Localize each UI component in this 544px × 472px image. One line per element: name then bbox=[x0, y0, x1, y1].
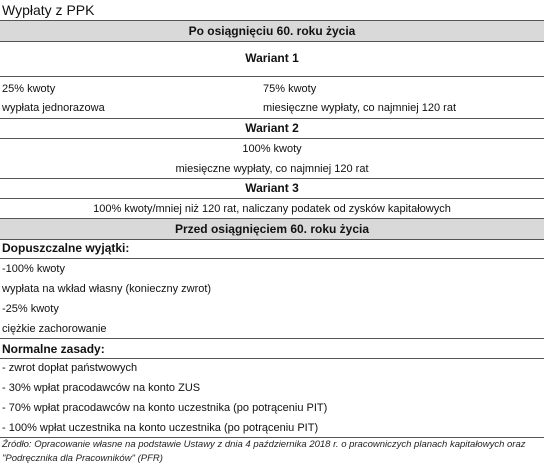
rule-item-text: - 70% wpłat pracodawców na konto uczestnika (po potrąceniu PIT) bbox=[2, 402, 328, 414]
exception-item-text: -25% kwoty bbox=[2, 303, 59, 315]
wariant-1-left-line-1: 25% kwoty bbox=[2, 83, 56, 95]
wariant-2-label: Wariant 2 bbox=[245, 121, 299, 135]
source-note: Źródło: Opracowanie własne na podstawie Ustawy z dnia 4 października 2018 r. o pracowniczych planach kapitałowych oraz "Podręcznika dla Pracowników" (PFR) bbox=[2, 439, 526, 464]
exception-item-text: ciężkie zachorowanie bbox=[2, 323, 107, 335]
wariant-2-line-2: miesięczne wypłaty, co najmniej 120 rat bbox=[175, 163, 369, 175]
wariant-1-right-line-1: 75% kwoty bbox=[263, 83, 317, 95]
wariant-1-label: Wariant 1 bbox=[245, 51, 299, 65]
exceptions-label-text: Dopuszczalne wyjątki: bbox=[2, 241, 130, 255]
page-title: Wypłaty z PPK bbox=[2, 2, 95, 18]
section-header-after-60: Po osiągnięciu 60. roku życia bbox=[0, 21, 544, 41]
divider bbox=[0, 41, 544, 42]
exception-item-text: -100% kwoty bbox=[2, 263, 65, 275]
wariant-1-left-line-2: wypłata jednorazowa bbox=[2, 102, 105, 114]
exception-item-text: wypłata na wkład własny (konieczny zwrot) bbox=[2, 283, 212, 295]
section-header-before-60: Przed osiągnięciem 60. roku życia bbox=[0, 219, 544, 239]
wariant-3-label: Wariant 3 bbox=[245, 181, 299, 195]
rule-item-text: - zwrot dopłat państwowych bbox=[2, 362, 138, 374]
wariant-2-line-1: 100% kwoty bbox=[242, 143, 302, 155]
divider bbox=[0, 76, 544, 77]
rule-item-text: - 100% wpłat uczestnika na konto uczestnika (po potrąceniu PIT) bbox=[2, 422, 319, 434]
wariant-3-line-1: 100% kwoty/mniej niż 120 rat, naliczany podatek od zysków kapitałowych bbox=[93, 203, 451, 215]
divider bbox=[0, 258, 544, 259]
wariant-1-right-line-2: miesięczne wypłaty, co najmniej 120 rat bbox=[263, 102, 456, 114]
rules-label-text: Normalne zasady: bbox=[2, 342, 105, 356]
rule-item-text: - 30% wpłat pracodawców na konto ZUS bbox=[2, 382, 201, 394]
